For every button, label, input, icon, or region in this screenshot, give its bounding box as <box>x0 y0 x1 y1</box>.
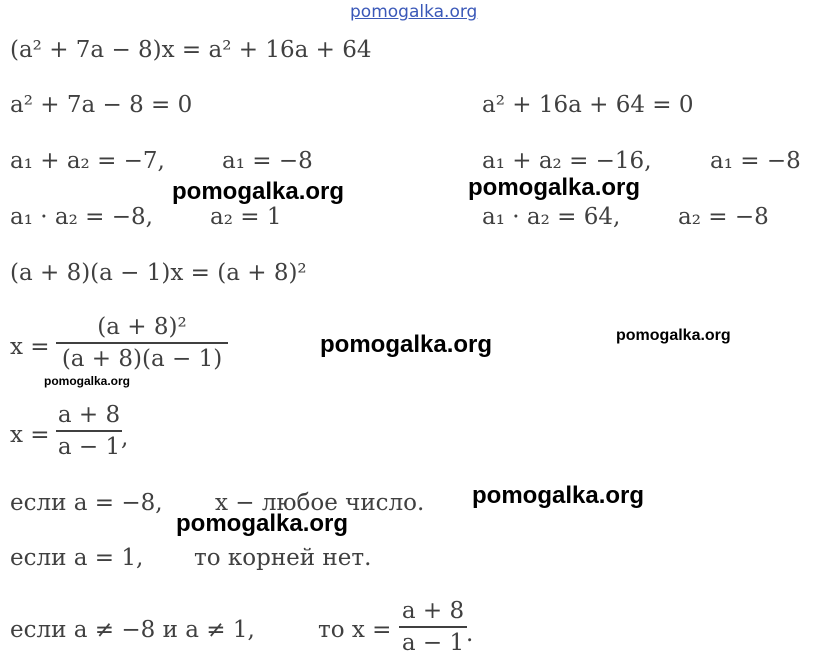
watermark-4: pomogalka.org <box>616 327 731 344</box>
factored-equation: (a + 8)(a − 1)x = (a + 8)² <box>10 260 307 286</box>
case-3-condition: если a ≠ −8 и a ≠ 1, <box>10 617 255 643</box>
fraction-3-denominator: a − 1 <box>401 629 465 656</box>
watermark-3: pomogalka.org <box>320 331 493 358</box>
watermark-2: pomogalka.org <box>468 174 641 201</box>
fraction-1-denominator: (a + 8)(a − 1) <box>61 345 223 372</box>
watermark-1: pomogalka.org <box>172 178 345 205</box>
quadratic-equation-2: a² + 16a + 64 = 0 <box>482 92 694 118</box>
fraction-3 <box>399 596 467 658</box>
fraction-2-numerator: a + 8 <box>57 402 121 428</box>
vieta-1-product: a₁ · a₂ = −8, <box>10 204 153 230</box>
case-3-result: то x = <box>318 617 392 643</box>
fraction-3-period: . <box>466 621 474 647</box>
fraction-2-denominator: a − 1 <box>57 433 121 460</box>
quadratic-equation-1: a² + 7a − 8 = 0 <box>10 92 193 118</box>
case-1-result: x − любое число. <box>215 490 425 516</box>
fraction-2-comma: , <box>121 425 129 451</box>
case-2-result: то корней нет. <box>194 545 372 571</box>
vieta-1-root-1: a₁ = −8 <box>222 148 313 174</box>
fraction-1-numerator: (a + 8)² <box>97 314 187 340</box>
case-2-condition: если a = 1, <box>10 545 144 571</box>
watermark-5: pomogalka.org <box>44 374 131 388</box>
vieta-1-sum: a₁ + a₂ = −7, <box>10 148 165 174</box>
vieta-2-sum: a₁ + a₂ = −16, <box>482 148 652 174</box>
watermark-6: pomogalka.org <box>472 482 645 509</box>
vieta-1-root-2: a₂ = 1 <box>210 204 282 230</box>
vieta-2-root-1: a₁ = −8 <box>710 148 801 174</box>
x-equals-1: x = <box>10 334 50 360</box>
fraction-2 <box>56 400 122 462</box>
case-1-condition: если a = −8, <box>10 490 163 516</box>
watermark-7: pomogalka.org <box>176 510 349 537</box>
watermark-top[interactable]: pomogalka.org <box>350 2 478 22</box>
vieta-2-product: a₁ · a₂ = 64, <box>482 204 621 230</box>
fraction-1 <box>56 312 228 374</box>
vieta-2-root-2: a₂ = −8 <box>678 204 769 230</box>
fraction-3-numerator: a + 8 <box>401 598 465 624</box>
main-equation: (a² + 7a − 8)x = a² + 16a + 64 <box>10 37 372 63</box>
x-equals-2: x = <box>10 422 50 448</box>
